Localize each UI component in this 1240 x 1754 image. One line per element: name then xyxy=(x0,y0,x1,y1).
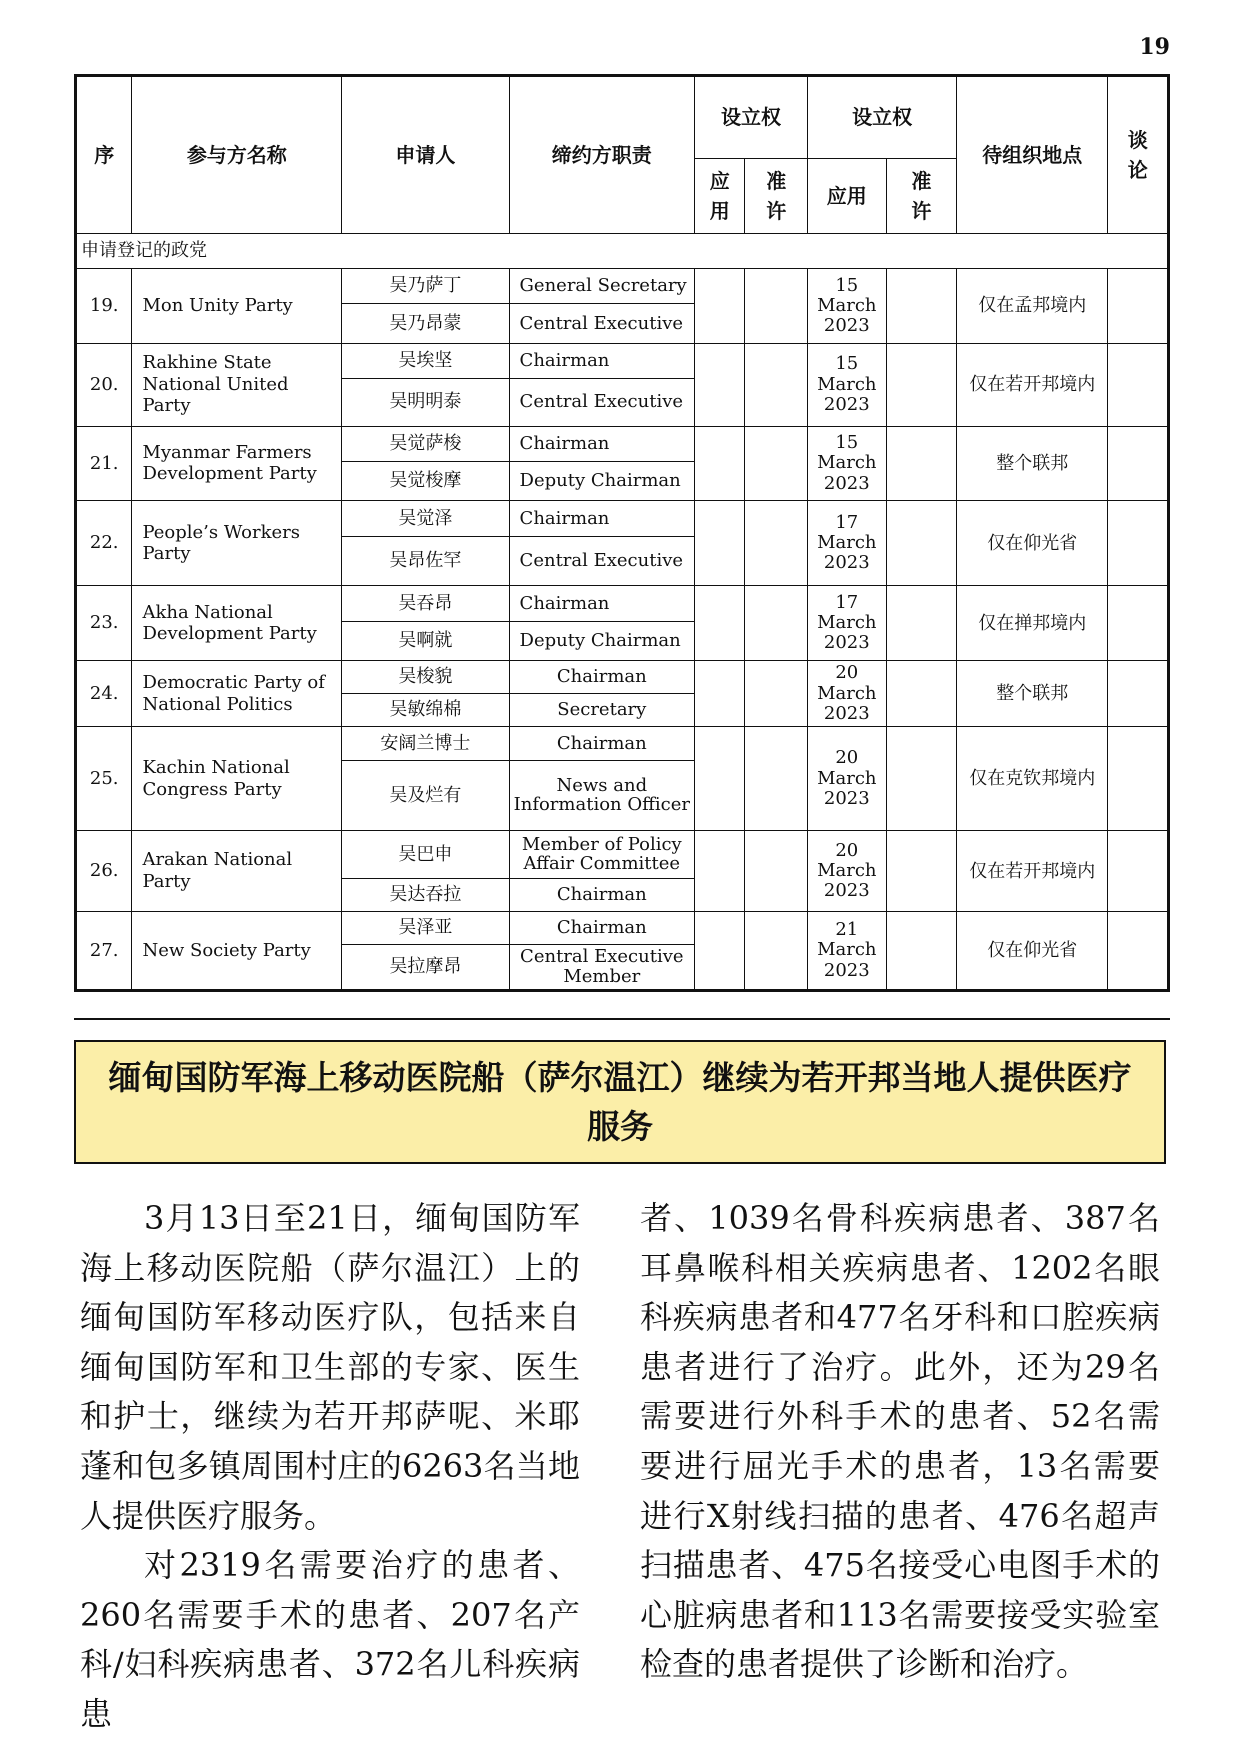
header-party: 参与方名称 xyxy=(132,76,342,234)
row-number: 19. xyxy=(76,268,132,343)
header-approve-2: 准许 xyxy=(886,158,957,233)
page-number: 19 xyxy=(1139,34,1170,60)
article-paragraph-1: 3月13日至21日，缅甸国防军海上移动医院船（萨尔温江）上的缅甸国防军移动医疗队，包括来自缅甸国防军和卫生部的专家、医生和护士，继续为若开邦萨呢、米耶蓬和包多镇周围村庄的6263名当地人提供医疗服务。 xyxy=(80,1199,580,1535)
applicant-name: 吴梭貌 xyxy=(342,660,509,693)
header-seq: 序 xyxy=(76,76,132,234)
header-right-group-1: 设立权 xyxy=(695,76,808,159)
applicant-role: Chairman xyxy=(509,343,695,378)
header-right-group-2: 设立权 xyxy=(807,76,956,159)
party-name: Mon Unity Party xyxy=(132,268,342,343)
application-date: 17 March 2023 xyxy=(807,586,886,661)
region: 仅在若开邦境内 xyxy=(957,831,1108,912)
article-column-left xyxy=(80,1194,580,1740)
row-number: 21. xyxy=(76,426,132,501)
header-apply-2: 应用 xyxy=(807,158,886,233)
party-name: Myanmar Farmers Development Party xyxy=(132,426,342,501)
header-approve-1: 准许 xyxy=(745,158,808,233)
region: 仅在掸邦境内 xyxy=(957,586,1108,661)
region: 仅在仰光省 xyxy=(957,911,1108,990)
party-name: People’s Workers Party xyxy=(132,501,342,586)
application-date: 21 March 2023 xyxy=(807,911,886,990)
article-headline: 缅甸国防军海上移动医院船（萨尔温江）继续为若开邦当地人提供医疗服务 xyxy=(74,1040,1166,1164)
applicant-name: 安阔兰博士 xyxy=(342,727,509,760)
row-number: 20. xyxy=(76,343,132,426)
region: 仅在仰光省 xyxy=(957,501,1108,586)
application-date: 20 March 2023 xyxy=(807,727,886,831)
header-role: 缔约方职责 xyxy=(509,76,695,234)
applicant-name: 吴乃萨丁 xyxy=(342,268,509,303)
applicant-role: Chairman xyxy=(509,426,695,461)
party-name: Democratic Party of National Politics xyxy=(132,660,342,726)
article-paragraph-2-continued: 者、1039名骨科疾病患者、387名耳鼻喉科相关疾病患者、1202名眼科疾病患者和477名牙科和口腔疾病患者进行了治疗。此外，还为29名需要进行外科手术的患者、52名需要进行屈光手术的患者，13名需要进行X射线扫描的患者、476名超声扫描患者、475名接受心电图手术的心脏病患者和113名需要接受实验室检查的患者提供了诊断和治疗。 xyxy=(640,1199,1160,1684)
applicant-role: Secretary xyxy=(509,694,695,727)
applicant-role: Central Executive xyxy=(509,378,695,426)
applicant-name: 吴敏绵棉 xyxy=(342,694,509,727)
region: 仅在孟邦境内 xyxy=(957,268,1108,343)
applicant-role: Chairman xyxy=(509,727,695,760)
region: 仅在克钦邦境内 xyxy=(957,727,1108,831)
region: 整个联邦 xyxy=(957,426,1108,501)
applicant-role: News and Information Officer xyxy=(509,760,695,831)
row-number: 25. xyxy=(76,727,132,831)
applicant-name: 吴达吞拉 xyxy=(342,878,509,911)
applicant-name: 吴泽亚 xyxy=(342,911,509,944)
application-date: 17 March 2023 xyxy=(807,501,886,586)
applicant-name: 吴昂佐罕 xyxy=(342,536,509,586)
header-apply-1: 应用 xyxy=(695,158,745,233)
applicant-name: 吴乃昂蒙 xyxy=(342,304,509,343)
applicant-role: Member of Policy Affair Committee xyxy=(509,831,695,879)
party-name: Akha National Development Party xyxy=(132,586,342,661)
applicant-role: Central Executive Member xyxy=(509,945,695,991)
party-name: Kachin National Congress Party xyxy=(132,727,342,831)
applicant-role: Chairman xyxy=(509,586,695,621)
applicant-role: Chairman xyxy=(509,660,695,693)
applicant-role: Chairman xyxy=(509,501,695,536)
applicant-name: 吴觉泽 xyxy=(342,501,509,536)
header-location: 待组织地点 xyxy=(957,76,1108,234)
applicant-name: 吴拉摩昂 xyxy=(342,945,509,991)
applicant-role: Central Executive xyxy=(509,536,695,586)
applicant-name: 吴及烂有 xyxy=(342,760,509,831)
row-number: 23. xyxy=(76,586,132,661)
row-number: 26. xyxy=(76,831,132,912)
applicant-role: Chairman xyxy=(509,911,695,944)
applicant-name: 吴明明泰 xyxy=(342,378,509,426)
applicant-role: General Secretary xyxy=(509,268,695,303)
applicant-role: Deputy Chairman xyxy=(509,461,695,500)
application-date: 15 March 2023 xyxy=(807,426,886,501)
applicant-name: 吴埃坚 xyxy=(342,343,509,378)
applicant-role: Chairman xyxy=(509,878,695,911)
party-name: New Society Party xyxy=(132,911,342,990)
application-date: 20 March 2023 xyxy=(807,831,886,912)
applicant-role: Central Executive xyxy=(509,304,695,343)
section-title: 申请登记的政党 xyxy=(76,233,1169,268)
party-name: Arakan National Party xyxy=(132,831,342,912)
row-number: 27. xyxy=(76,911,132,990)
applicant-name: 吴觉梭摩 xyxy=(342,461,509,500)
applicant-role: Deputy Chairman xyxy=(509,621,695,660)
applicant-name: 吴啊就 xyxy=(342,621,509,660)
application-date: 20 March 2023 xyxy=(807,660,886,726)
application-date: 15 March 2023 xyxy=(807,343,886,426)
application-date: 15 March 2023 xyxy=(807,268,886,343)
row-number: 24. xyxy=(76,660,132,726)
article-paragraph-2-start: 对2319名需要治疗的患者、260名需要手术的患者、207名产科/妇科疾病患者、372名儿科疾病患 xyxy=(80,1546,580,1733)
article-column-right xyxy=(640,1194,1160,1690)
row-number: 22. xyxy=(76,501,132,586)
header-discuss: 谈论 xyxy=(1108,76,1169,234)
region: 整个联邦 xyxy=(957,660,1108,726)
applicant-name: 吴吞昂 xyxy=(342,586,509,621)
section-divider xyxy=(74,1018,1170,1020)
region: 仅在若开邦境内 xyxy=(957,343,1108,426)
party-name: Rakhine State National United Party xyxy=(132,343,342,426)
applicant-name: 吴巴申 xyxy=(342,831,509,879)
header-applicant: 申请人 xyxy=(342,76,509,234)
applicant-name: 吴觉萨梭 xyxy=(342,426,509,461)
party-registration-table xyxy=(74,74,1170,992)
